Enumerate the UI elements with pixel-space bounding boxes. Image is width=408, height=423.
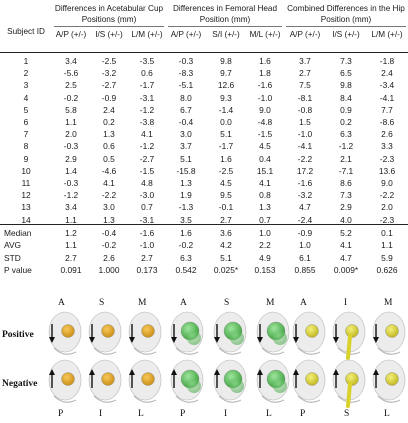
- subcol-header: S/I (+/-): [212, 30, 240, 39]
- stat-cell: 6.1: [299, 252, 311, 263]
- value-cell: -2.3: [379, 153, 395, 164]
- table-row: [0, 128, 408, 140]
- joint-sphere: [62, 325, 75, 338]
- joint-sphere: [102, 325, 115, 338]
- value-cell: -0.8: [297, 104, 313, 115]
- stats-row: [0, 239, 408, 251]
- value-cell: -2.3: [379, 214, 395, 225]
- value-cell: 5.1: [180, 153, 192, 164]
- table-row: [0, 92, 408, 104]
- joint-sphere: [142, 325, 155, 338]
- value-cell: 9.0: [381, 178, 393, 188]
- value-cell: 4.8: [141, 178, 153, 188]
- femur-shaft: [348, 384, 350, 406]
- joint-sphere: [386, 325, 399, 338]
- subject-id-cell: 14: [21, 214, 31, 225]
- subcol-header: A/P (+/-): [170, 30, 202, 39]
- subcol-header: A/P (+/-): [289, 30, 321, 39]
- stat-cell: 5.1: [220, 252, 232, 263]
- stat-cell: 2.7: [65, 252, 77, 263]
- bottom-direction-letter: L: [266, 409, 272, 419]
- table-row: [0, 67, 408, 79]
- value-cell: -5.6: [63, 68, 79, 79]
- value-cell: 9.7: [220, 68, 232, 79]
- value-cell: -2.2: [297, 153, 313, 164]
- value-cell: 9.0: [259, 104, 271, 115]
- value-cell: -1.0: [297, 129, 313, 140]
- value-cell: -2.4: [297, 214, 313, 225]
- value-cell: 3.3: [381, 141, 393, 152]
- value-cell: -2.5: [101, 56, 117, 66]
- group-header-head: Differences in Femoral Head Position (mm): [172, 4, 278, 24]
- value-cell: -1.4: [218, 104, 234, 115]
- negative-row-label: Negative: [2, 379, 38, 389]
- value-cell: 9.5: [220, 190, 232, 201]
- value-cell: 0.2: [103, 117, 115, 127]
- bottom-direction-letter: I: [99, 409, 103, 419]
- value-cell: 1.1: [65, 117, 77, 127]
- value-cell: -3.1: [139, 92, 155, 103]
- table-row: [0, 140, 408, 152]
- value-cell: 2.7: [299, 68, 311, 79]
- value-cell: -1.6: [297, 178, 313, 188]
- value-cell: 1.3: [103, 129, 115, 140]
- value-cell: 0.6: [141, 68, 153, 79]
- stat-cell: -1.0: [139, 240, 155, 251]
- value-cell: -1.5: [139, 165, 155, 176]
- top-direction-letter: A: [300, 298, 307, 308]
- stat-cell: 2.2: [259, 240, 271, 251]
- table-row: [0, 104, 408, 116]
- stat-cell: 1.0: [299, 240, 311, 251]
- joint-sphere: [346, 325, 359, 338]
- stat-cell: 5.2: [340, 228, 352, 238]
- stat-cell: 1.1: [65, 240, 77, 251]
- joint-sphere: [102, 373, 115, 386]
- value-cell: 1.6: [220, 153, 232, 164]
- value-cell: 0.2: [340, 117, 352, 127]
- table-row: [0, 153, 408, 165]
- value-cell: 8.0: [180, 92, 192, 103]
- joint-sphere-ghost: [230, 379, 244, 393]
- stat-cell: 0.1: [381, 228, 393, 238]
- subcol-header: L/M (+/-): [131, 30, 163, 39]
- value-cell: -0.9: [101, 92, 117, 103]
- value-cell: 2.4: [381, 68, 393, 79]
- stats-row: [0, 227, 408, 239]
- value-cell: -2.7: [101, 80, 117, 91]
- value-cell: -3.8: [139, 117, 155, 127]
- joint-sphere: [386, 373, 399, 386]
- stat-cell: 0.855: [294, 265, 316, 276]
- value-cell: -4.1: [379, 92, 395, 103]
- value-cell: 4.5: [259, 141, 271, 152]
- subject-id-cell: 13: [21, 202, 31, 213]
- value-cell: 1.9: [180, 190, 192, 201]
- value-cell: -7.1: [338, 165, 354, 176]
- value-cell: 2.6: [381, 129, 393, 140]
- value-cell: 1.4: [65, 165, 77, 176]
- stat-cell: 4.7: [340, 252, 352, 263]
- stat-cell: 5.9: [381, 252, 393, 263]
- stat-cell: -0.4: [101, 228, 117, 238]
- value-cell: -2.2: [379, 190, 395, 201]
- value-cell: 7.7: [381, 104, 393, 115]
- value-cell: 1.1: [65, 214, 77, 225]
- value-cell: 2.7: [220, 214, 232, 225]
- value-cell: 5.8: [65, 104, 77, 115]
- subcol-header: A/P (+/-): [55, 30, 87, 39]
- femur-shaft: [348, 336, 350, 358]
- subject-id-cell: 8: [23, 141, 29, 152]
- subject-id-cell: 9: [23, 153, 29, 164]
- stat-cell: 1.1: [381, 240, 393, 251]
- subject-id-cell: 3: [23, 80, 29, 91]
- subcol-header: L/M (+/-): [371, 30, 403, 39]
- stats-rule: [0, 224, 408, 225]
- value-cell: 5.1: [220, 129, 232, 140]
- group-header-cup: Differences in Acetabular Cup Positions (mm): [54, 4, 164, 24]
- value-cell: -1.2: [63, 190, 79, 201]
- value-cell: 3.5: [180, 214, 192, 225]
- value-cell: -0.3: [63, 178, 79, 188]
- value-cell: 2.5: [65, 80, 77, 91]
- value-cell: -0.2: [63, 92, 79, 103]
- joint-sphere-ghost: [187, 331, 201, 345]
- stat-cell: 1.6: [180, 228, 192, 238]
- value-cell: 0.4: [259, 153, 271, 164]
- stat-label: P value: [4, 265, 32, 276]
- value-cell: -3.2: [297, 190, 313, 201]
- bottom-direction-letter: I: [224, 409, 228, 419]
- stat-cell: 2.7: [141, 252, 153, 263]
- subject-id-cell: 11: [21, 178, 31, 188]
- stat-cell: 4.1: [340, 240, 352, 251]
- top-direction-letter: A: [58, 298, 65, 308]
- value-cell: -4.1: [297, 141, 313, 152]
- value-cell: 2.0: [381, 202, 393, 213]
- stat-label: Median: [4, 228, 32, 238]
- table-row: [0, 116, 408, 128]
- value-cell: 6.5: [340, 68, 352, 79]
- table-row: [0, 165, 408, 177]
- top-direction-letter: M: [266, 298, 275, 308]
- value-cell: -1.2: [139, 141, 155, 152]
- value-cell: 4.1: [259, 178, 271, 188]
- subcol-header: I/S (+/-): [95, 30, 123, 39]
- value-cell: -1.7: [139, 80, 155, 91]
- stat-cell: 0.542: [175, 265, 197, 276]
- value-cell: 7.5: [299, 80, 311, 91]
- value-cell: 4.7: [299, 202, 311, 213]
- value-cell: 17.2: [296, 165, 314, 176]
- value-cell: -0.4: [178, 117, 194, 127]
- value-cell: 12.6: [217, 80, 235, 91]
- value-cell: 4.0: [340, 214, 352, 225]
- value-cell: 13.6: [378, 165, 396, 176]
- bottom-direction-letter: P: [300, 409, 306, 419]
- table-row: [0, 79, 408, 91]
- joint-sphere-ghost: [273, 379, 287, 393]
- subject-id-cell: 5: [23, 104, 29, 115]
- value-cell: -4.8: [257, 117, 273, 127]
- stats-row: [0, 264, 408, 276]
- stat-label: STD: [4, 252, 21, 263]
- joint-sphere-ghost: [230, 331, 244, 345]
- stat-cell: -0.2: [101, 240, 117, 251]
- bottom-direction-letter: P: [58, 409, 64, 419]
- table-row: [0, 55, 408, 67]
- subject-id-cell: 2: [23, 68, 29, 79]
- value-cell: 1.5: [299, 117, 311, 127]
- stat-cell: 4.2: [220, 240, 232, 251]
- joint-sphere-ghost: [187, 379, 201, 393]
- value-cell: 3.4: [65, 56, 77, 66]
- value-cell: 9.3: [220, 92, 232, 103]
- value-cell: -8.6: [379, 117, 395, 127]
- value-cell: -2.5: [218, 165, 234, 176]
- stat-cell: 1.2: [65, 228, 77, 238]
- value-cell: 1.3: [103, 214, 115, 225]
- joint-sphere: [142, 373, 155, 386]
- bottom-direction-letter: S: [344, 409, 350, 419]
- value-cell: -0.3: [178, 56, 194, 66]
- value-cell: -1.6: [257, 80, 273, 91]
- value-cell: 6.7: [180, 104, 192, 115]
- stat-cell: 0.091: [60, 265, 82, 276]
- value-cell: 8.6: [340, 178, 352, 188]
- value-cell: -1.7: [218, 141, 234, 152]
- subject-id-header: Subject ID: [7, 27, 45, 36]
- value-cell: 0.0: [220, 117, 232, 127]
- stat-label: AVG: [4, 240, 22, 251]
- subject-id-cell: 12: [21, 190, 31, 201]
- value-cell: 3.0: [103, 202, 115, 213]
- value-cell: -1.2: [338, 141, 354, 152]
- table-row: [0, 177, 408, 189]
- value-cell: 3.7: [299, 56, 311, 66]
- value-cell: 4.5: [220, 178, 232, 188]
- hip-position-figure: [0, 292, 408, 423]
- value-cell: -5.1: [178, 80, 194, 91]
- stat-cell: -1.6: [139, 228, 155, 238]
- stat-cell: 1.0: [259, 228, 271, 238]
- value-cell: 3.4: [65, 202, 77, 213]
- value-cell: -1.5: [257, 129, 273, 140]
- value-cell: 0.8: [259, 190, 271, 201]
- value-cell: 9.8: [220, 56, 232, 66]
- value-cell: -1.2: [139, 104, 155, 115]
- joint-sphere: [346, 373, 359, 386]
- subject-id-cell: 7: [23, 129, 29, 140]
- value-cell: 0.7: [259, 214, 271, 225]
- stat-cell: 1.000: [98, 265, 120, 276]
- value-cell: -15.8: [176, 165, 196, 176]
- header-rule: [0, 52, 408, 53]
- subject-id-cell: 6: [23, 117, 29, 127]
- value-cell: 1.3: [180, 178, 192, 188]
- table-row: [0, 189, 408, 201]
- value-cell: -3.2: [101, 68, 117, 79]
- value-cell: 9.8: [340, 80, 352, 91]
- value-cell: 15.1: [256, 165, 274, 176]
- joint-sphere: [306, 373, 319, 386]
- value-cell: 2.4: [103, 104, 115, 115]
- stats-row: [0, 252, 408, 264]
- value-cell: 3.0: [180, 129, 192, 140]
- group-header-combined: Combined Differences in the Hip Position (mm): [287, 4, 405, 24]
- value-cell: -3.5: [139, 56, 155, 66]
- value-cell: 0.9: [340, 104, 352, 115]
- bottom-direction-letter: P: [180, 409, 186, 419]
- subject-id-cell: 4: [23, 92, 29, 103]
- top-direction-letter: M: [138, 298, 147, 308]
- top-direction-letter: I: [344, 298, 348, 308]
- stat-cell: 0.025*: [213, 265, 239, 276]
- value-cell: 2.1: [340, 153, 352, 164]
- value-cell: -3.0: [139, 190, 155, 201]
- value-cell: 0.7: [141, 202, 153, 213]
- value-cell: -2.2: [101, 190, 117, 201]
- value-cell: -1.3: [178, 202, 194, 213]
- subject-id-cell: 10: [21, 165, 31, 176]
- value-cell: -1.8: [379, 56, 395, 66]
- stat-cell: 0.009*: [333, 265, 359, 276]
- value-cell: -8.3: [178, 68, 194, 79]
- subject-id-cell: 1: [23, 56, 29, 66]
- value-cell: 4.1: [141, 129, 153, 140]
- stat-cell: 4.9: [259, 252, 271, 263]
- value-cell: -2.7: [139, 153, 155, 164]
- value-cell: -4.6: [101, 165, 117, 176]
- value-cell: 1.8: [259, 68, 271, 79]
- joint-sphere-ghost: [273, 331, 287, 345]
- value-cell: 3.7: [180, 141, 192, 152]
- subcol-header: M/L (+/-): [249, 30, 281, 39]
- value-cell: -1.0: [257, 92, 273, 103]
- stat-cell: 6.3: [180, 252, 192, 263]
- joint-sphere: [306, 325, 319, 338]
- value-cell: -3.4: [379, 80, 395, 91]
- value-cell: 8.4: [340, 92, 352, 103]
- value-cell: 7.3: [340, 56, 352, 66]
- value-cell: 0.5: [103, 153, 115, 164]
- stat-cell: 0.153: [254, 265, 276, 276]
- value-cell: -0.1: [218, 202, 234, 213]
- joint-sphere: [62, 373, 75, 386]
- value-cell: 6.3: [340, 129, 352, 140]
- stat-cell: -0.9: [297, 228, 313, 238]
- stat-cell: -0.2: [178, 240, 194, 251]
- value-cell: 0.6: [103, 141, 115, 152]
- stat-cell: 2.6: [103, 252, 115, 263]
- value-cell: 7.3: [340, 190, 352, 201]
- positive-row-label: Positive: [2, 330, 34, 340]
- value-cell: 2.0: [65, 129, 77, 140]
- value-cell: -8.1: [297, 92, 313, 103]
- stat-cell: 0.173: [136, 265, 158, 276]
- value-cell: -0.3: [63, 141, 79, 152]
- top-direction-letter: S: [224, 298, 230, 308]
- value-cell: 1.3: [259, 202, 271, 213]
- table-row: [0, 201, 408, 213]
- value-cell: 4.1: [103, 178, 115, 188]
- top-direction-letter: A: [180, 298, 187, 308]
- bottom-direction-letter: L: [384, 409, 390, 419]
- value-cell: -3.1: [139, 214, 155, 225]
- subcol-header: I/S (+/-): [332, 30, 360, 39]
- stat-cell: 3.6: [220, 228, 232, 238]
- value-cell: 2.9: [340, 202, 352, 213]
- value-cell: 1.6: [259, 56, 271, 66]
- bottom-direction-letter: L: [138, 409, 144, 419]
- stat-cell: 0.626: [376, 265, 398, 276]
- top-direction-letter: M: [384, 298, 393, 308]
- top-direction-letter: S: [99, 298, 105, 308]
- value-cell: 2.9: [65, 153, 77, 164]
